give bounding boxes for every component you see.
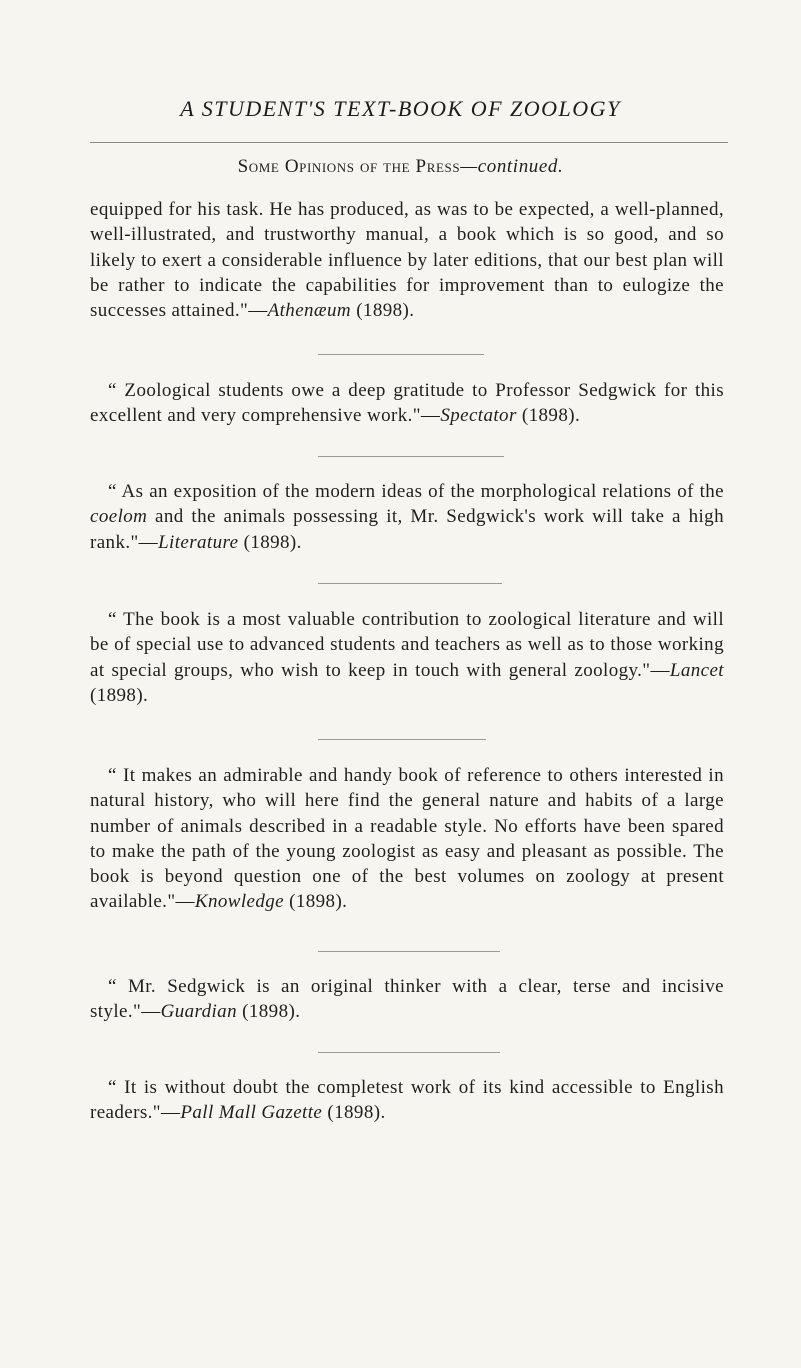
quote-source: Guardian (160, 1001, 237, 1023)
quote-pall-mall-gazette (90, 1075, 724, 1126)
quote-source: Knowledge (194, 891, 284, 913)
quote-year: (1898). (90, 684, 149, 706)
quote-source: Pall Mall Gazette (180, 1102, 323, 1124)
divider (318, 583, 502, 584)
quote-text-after: and the animals possessing it, Mr. Sedgwick's work will take a high rank."— (90, 506, 724, 553)
quote-text: “ It is without doubt the completest work of its kind accessible to English readers."— (90, 1077, 724, 1124)
divider (318, 354, 484, 355)
quote-year: (1898). (356, 300, 415, 322)
section-title-main: Some Opinions of the Press (237, 156, 461, 177)
quote-lancet (90, 607, 724, 708)
quote-year: (1898). (289, 891, 348, 913)
section-title-continued: —continued. (460, 156, 564, 177)
quote-athenaeum (90, 197, 724, 323)
quote-text: “ It makes an admirable and handy book of reference to others interested in natural history, who will here find the general nature and habits of a large number of animals described in a readable style. No efforts have been spared to make the path of the young zoologist as easy and pleasant as possible. The book is beyond question one of the best volumes on zoology at present available."— (90, 765, 724, 913)
quote-text: “ The book is a most valuable contribution to zoological literature and will be of special use to advanced students and teachers as well as to those working at special groups, who wish to keep in touch with general zoology."— (90, 609, 724, 681)
quote-year: (1898). (521, 405, 581, 427)
divider (318, 951, 500, 952)
divider (318, 1052, 500, 1053)
quote-knowledge (90, 763, 724, 915)
quote-source: Lancet (669, 659, 724, 681)
quote-text: “ Mr. Sedgwick is an original thinker with a clear, terse and incisive style."— (90, 976, 724, 1023)
quote-text: equipped for his task. He has produced, as was to be expected, a well-planned, well-illustrated, and trustworthy manual, a book which is so good, and so likely to exert a considerable influence by later editions, that our best plan will be rather to indicate the capabilities for improvement than to eulogize the successes attained."— (90, 199, 724, 322)
quote-year: (1898). (242, 1001, 301, 1023)
quote-source: Athenæum (267, 300, 352, 322)
quote-text-before: “ As an exposition of the modern ideas of the morphological relations of the (108, 481, 724, 502)
running-head-title: A STUDENT'S TEXT-BOOK OF ZOOLOGY (180, 96, 621, 121)
header-rule (90, 142, 728, 143)
divider (318, 456, 504, 457)
quote-text: “ Zoological students owe a deep gratitude to Professor Sedgwick for this excellent and very comprehensive work."— (90, 380, 724, 427)
quote-source: Literature (158, 531, 239, 553)
quote-year: (1898). (327, 1102, 386, 1124)
quote-spectator (90, 378, 724, 429)
quote-literature (90, 479, 724, 555)
quote-source: Spectator (440, 405, 517, 427)
quote-year: (1898). (243, 531, 302, 553)
section-title (0, 156, 801, 178)
quote-emphasis: coelom (90, 506, 148, 528)
quote-guardian (90, 974, 724, 1025)
divider (318, 739, 486, 740)
